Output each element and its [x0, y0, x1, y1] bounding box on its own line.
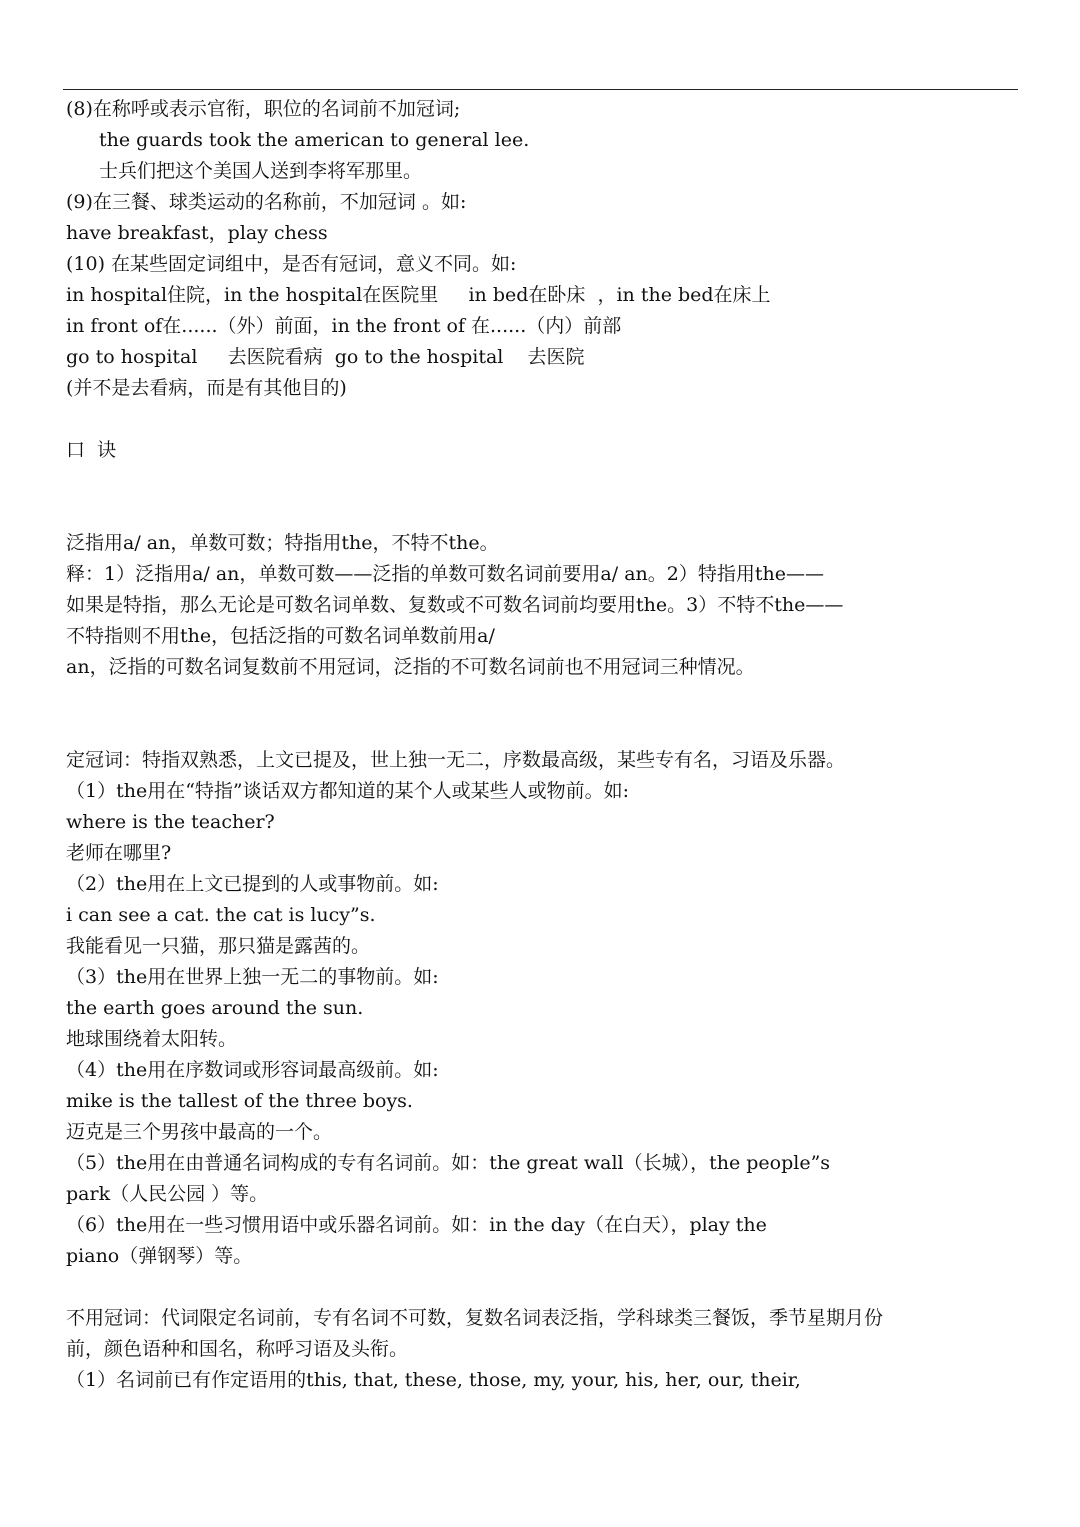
document-body	[66, 94, 1016, 1396]
example-phrase: have breakfast，play chess	[66, 222, 328, 244]
example-sentence: where is the teacher?	[66, 811, 275, 833]
example-translation: 地球围绕着太阳转。	[66, 1028, 238, 1050]
rule-item: （1）名词前已有作定语用的this, that, these, those, my, your, his, her, our, their,	[66, 1369, 801, 1391]
explanation-line: 不特指则不用the，包括泛指的可数名词单数前用a/	[66, 625, 495, 647]
rule-item: （5）the用在由普通名词构成的专有名词前。如：the great wall（长城），the people”s	[66, 1152, 831, 1174]
zero-article-summary-continued: 前，颜色语种和国名，称呼习语及头衔。	[66, 1338, 409, 1360]
zero-article-summary: 不用冠词：代词限定名词前，专有名词不可数，复数名词表泛指，学科球类三餐饭，季节星期月份	[66, 1307, 884, 1329]
explanation-line: 释：1）泛指用a/ an，单数可数——泛指的单数可数名词前要用a/ an。2）特指用the——	[66, 563, 824, 585]
text-line: (9)在三餐、球类运动的名称前，不加冠词 。如:	[66, 191, 467, 213]
example-translation: 迈克是三个男孩中最高的一个。	[66, 1121, 333, 1143]
rule-item: （3）the用在世界上独一无二的事物前。如:	[66, 966, 439, 988]
example-translation: 士兵们把这个美国人送到李将军那里。	[99, 160, 423, 182]
example-phrase: in hospital住院，in the hospital在医院里 in bed在卧床 ，in the bed在床上	[66, 284, 771, 306]
rule-item-continued: piano（弹钢琴）等。	[66, 1245, 253, 1267]
example-phrase: in front of在......（外）前面，in the front of 在......（内）前部	[66, 315, 622, 337]
rule-item: （6）the用在一些习惯用语中或乐器名词前。如：in the day（在白天），play the	[66, 1214, 767, 1236]
example-phrase: go to hospital 去医院看病 go to the hospital 去医院	[66, 346, 585, 368]
rule-item: （4）the用在序数词或形容词最高级前。如:	[66, 1059, 439, 1081]
mnemonic-line: 泛指用a/ an，单数可数；特指用the，不特不the。	[66, 532, 499, 554]
explanation-line: 如果是特指，那么无论是可数名词单数、复数或不可数名词前均要用the。3）不特不the——	[66, 594, 844, 616]
text-line: (10) 在某些固定词组中，是否有冠词，意义不同。如:	[66, 253, 517, 275]
example-translation: 我能看见一只猫，那只猫是露茜的。	[66, 935, 371, 957]
header-rule	[63, 89, 1018, 90]
example-translation: 老师在哪里?	[66, 842, 172, 864]
example-sentence: mike is the tallest of the three boys.	[66, 1090, 413, 1112]
example-sentence: the earth goes around the sun.	[66, 997, 364, 1019]
definite-article-summary: 定冠词：特指双熟悉，上文已提及，世上独一无二，序数最高级，某些专有名，习语及乐器。	[66, 749, 846, 771]
explanation-line: an，泛指的可数名词复数前不用冠词，泛指的不可数名词前也不用冠词三种情况。	[66, 656, 755, 678]
rule-item-continued: park（人民公园 ）等。	[66, 1183, 269, 1205]
rule-item: （2）the用在上文已提到的人或事物前。如:	[66, 873, 439, 895]
text-line: (并不是去看病，而是有其他目的)	[66, 377, 347, 399]
section-heading-koujue: 口 诀	[66, 439, 117, 461]
rule-item: （1）the用在“特指”谈话双方都知道的某个人或某些人或物前。如:	[66, 780, 630, 802]
example-sentence: i can see a cat. the cat is lucy”s.	[66, 904, 376, 926]
example-sentence: the guards took the american to general lee.	[99, 129, 530, 151]
text-line: (8)在称呼或表示官衔，职位的名词前不加冠词;	[66, 98, 461, 120]
